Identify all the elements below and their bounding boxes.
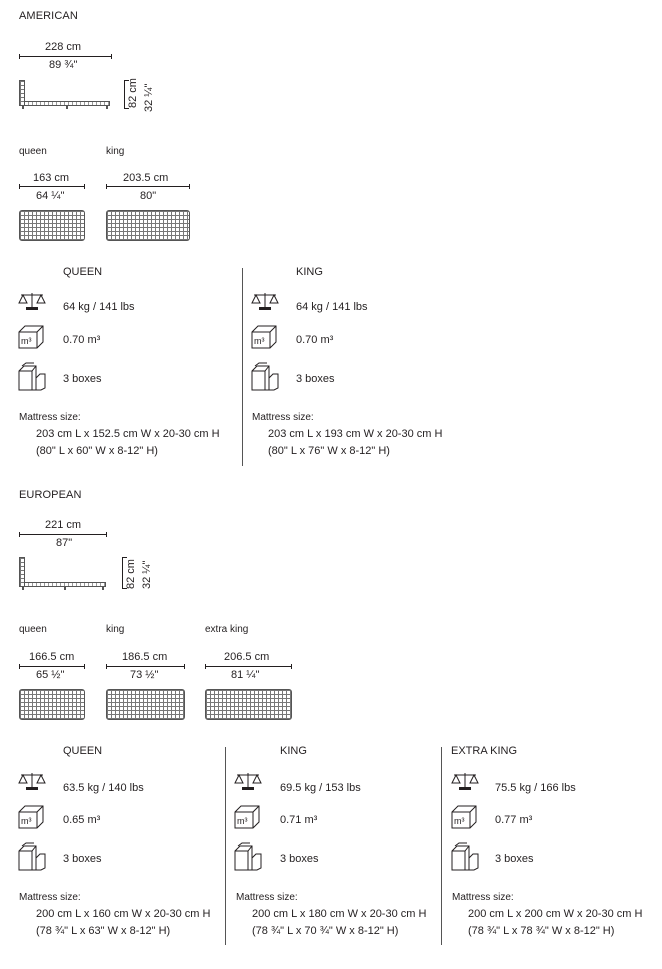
- european-king-dimension-line: [106, 666, 185, 667]
- european-queen-dimension-line: [19, 666, 85, 667]
- european-extra-king-width-cm: 206.5 cm: [224, 651, 270, 663]
- american-queen-volume: 0.70 m³: [63, 334, 101, 346]
- m3-box-icon: [251, 325, 277, 349]
- american-queen-width-cm: 163 cm: [33, 172, 70, 184]
- scale-icon: [18, 771, 46, 791]
- american-queen-spec-title: QUEEN: [63, 266, 103, 278]
- svg-text:m³: m³: [237, 816, 248, 826]
- american-side-leg: [22, 106, 24, 109]
- american-side-height-in: 32 ¼": [143, 83, 155, 112]
- european-side-dimension-line: [19, 534, 107, 535]
- european-king-volume: 0.71 m³: [280, 814, 318, 826]
- american-front-label-queen: queen: [19, 146, 47, 157]
- european-king-front-drawing: [106, 689, 185, 720]
- european-king-mattress-imperial: (78 ¾" L x 70 ¾" W x 8-12" H): [252, 925, 399, 937]
- european-extra-king-mattress-label: Mattress size:: [452, 892, 514, 903]
- european-queen-mattress-metric: 200 cm L x 160 cm W x 20-30 cm H: [36, 908, 211, 920]
- european-extra-king-mattress-imperial: (78 ¾" L x 78 ¾" W x 8-12" H): [468, 925, 615, 937]
- american-king-dimension-line: [106, 186, 190, 187]
- american-front-label-king: king: [106, 146, 125, 157]
- scale-icon: [451, 771, 479, 791]
- european-queen-front-drawing: [19, 689, 85, 720]
- european-section-title: EUROPEAN: [19, 489, 82, 501]
- american-king-mattress-metric: 203 cm L x 193 cm W x 20-30 cm H: [268, 428, 443, 440]
- european-queen-mattress-label: Mattress size:: [19, 892, 81, 903]
- american-queen-width-in: 64 ¼": [36, 190, 65, 202]
- american-king-volume: 0.70 m³: [296, 334, 334, 346]
- european-side-leg: [22, 587, 24, 590]
- european-side-height-in: 32 ¼": [141, 560, 153, 589]
- m3-box-icon: [18, 805, 44, 829]
- scale-icon: [251, 291, 279, 311]
- european-side-height-cm: 82 cm: [125, 559, 137, 589]
- european-queen-boxes: 3 boxes: [63, 853, 102, 865]
- m3-box-icon: [234, 805, 260, 829]
- european-extra-king-dimension-line: [205, 666, 292, 667]
- american-king-mattress-imperial: (80" L x 76" W x 8-12" H): [268, 445, 390, 457]
- european-king-weight: 69.5 kg / 153 lbs: [280, 782, 361, 794]
- european-front-label-queen: queen: [19, 624, 47, 635]
- european-queen-mattress-imperial: (78 ¾" L x 63" W x 8-12" H): [36, 925, 171, 937]
- european-front-label-king: king: [106, 624, 125, 635]
- american-queen-mattress-metric: 203 cm L x 152.5 cm W x 20-30 cm H: [36, 428, 220, 440]
- m3-box-icon: [451, 805, 477, 829]
- european-spec-divider-2: [441, 747, 442, 945]
- american-king-boxes: 3 boxes: [296, 373, 335, 385]
- boxes-icon: [234, 842, 262, 872]
- european-side-width-cm: 221 cm: [45, 519, 82, 531]
- american-king-weight: 64 kg / 141 lbs: [296, 301, 368, 313]
- boxes-icon: [18, 362, 46, 392]
- american-queen-weight: 64 kg / 141 lbs: [63, 301, 135, 313]
- american-side-leg: [66, 106, 68, 109]
- svg-text:m³: m³: [21, 816, 32, 826]
- american-king-width-in: 80": [140, 190, 157, 202]
- american-section-title: AMERICAN: [19, 10, 78, 22]
- boxes-icon: [451, 842, 479, 872]
- boxes-icon: [251, 362, 279, 392]
- european-king-mattress-metric: 200 cm L x 180 cm W x 20-30 cm H: [252, 908, 427, 920]
- svg-text:m³: m³: [254, 336, 265, 346]
- svg-text:m³: m³: [454, 816, 465, 826]
- european-side-leg: [64, 587, 66, 590]
- european-front-label-extra-king: extra king: [205, 624, 249, 635]
- european-extra-king-mattress-metric: 200 cm L x 200 cm W x 20-30 cm H: [468, 908, 643, 920]
- european-queen-spec-title: QUEEN: [63, 745, 103, 757]
- american-side-width-cm: 228 cm: [45, 41, 82, 53]
- european-extra-king-front-drawing: [205, 689, 292, 720]
- european-queen-width-cm: 166.5 cm: [29, 651, 75, 663]
- european-queen-width-in: 65 ½": [36, 669, 65, 681]
- european-spec-divider-1: [225, 747, 226, 945]
- scale-icon: [234, 771, 262, 791]
- american-king-spec-title: KING: [296, 266, 323, 278]
- european-side-leg: [102, 587, 104, 590]
- american-queen-mattress-imperial: (80" L x 60" W x 8-12" H): [36, 445, 158, 457]
- american-side-dimension-line: [19, 56, 112, 57]
- european-king-boxes: 3 boxes: [280, 853, 319, 865]
- american-side-width-in: 89 ¾": [49, 59, 78, 71]
- svg-text:m³: m³: [21, 336, 32, 346]
- m3-box-icon: [18, 325, 44, 349]
- scale-icon: [18, 291, 46, 311]
- american-queen-boxes: 3 boxes: [63, 373, 102, 385]
- american-king-front-drawing: [106, 210, 190, 241]
- european-king-width-in: 73 ½": [130, 669, 159, 681]
- american-queen-dimension-line: [19, 186, 85, 187]
- european-queen-weight: 63.5 kg / 140 lbs: [63, 782, 144, 794]
- american-king-width-cm: 203.5 cm: [123, 172, 169, 184]
- european-extra-king-boxes: 3 boxes: [495, 853, 534, 865]
- boxes-icon: [18, 842, 46, 872]
- european-extra-king-volume: 0.77 m³: [495, 814, 533, 826]
- european-side-width-in: 87": [56, 537, 73, 549]
- european-king-mattress-label: Mattress size:: [236, 892, 298, 903]
- american-queen-mattress-label: Mattress size:: [19, 412, 81, 423]
- european-king-width-cm: 186.5 cm: [122, 651, 168, 663]
- european-extra-king-weight: 75.5 kg / 166 lbs: [495, 782, 576, 794]
- european-king-spec-title: KING: [280, 745, 307, 757]
- american-spec-divider: [242, 268, 243, 466]
- american-queen-front-drawing: [19, 210, 85, 241]
- american-side-leg: [106, 106, 108, 109]
- european-extra-king-width-in: 81 ¼": [231, 669, 260, 681]
- american-king-mattress-label: Mattress size:: [252, 412, 314, 423]
- european-queen-volume: 0.65 m³: [63, 814, 101, 826]
- european-extra-king-spec-title: EXTRA KING: [451, 745, 518, 757]
- american-side-height-cm: 82 cm: [127, 78, 139, 108]
